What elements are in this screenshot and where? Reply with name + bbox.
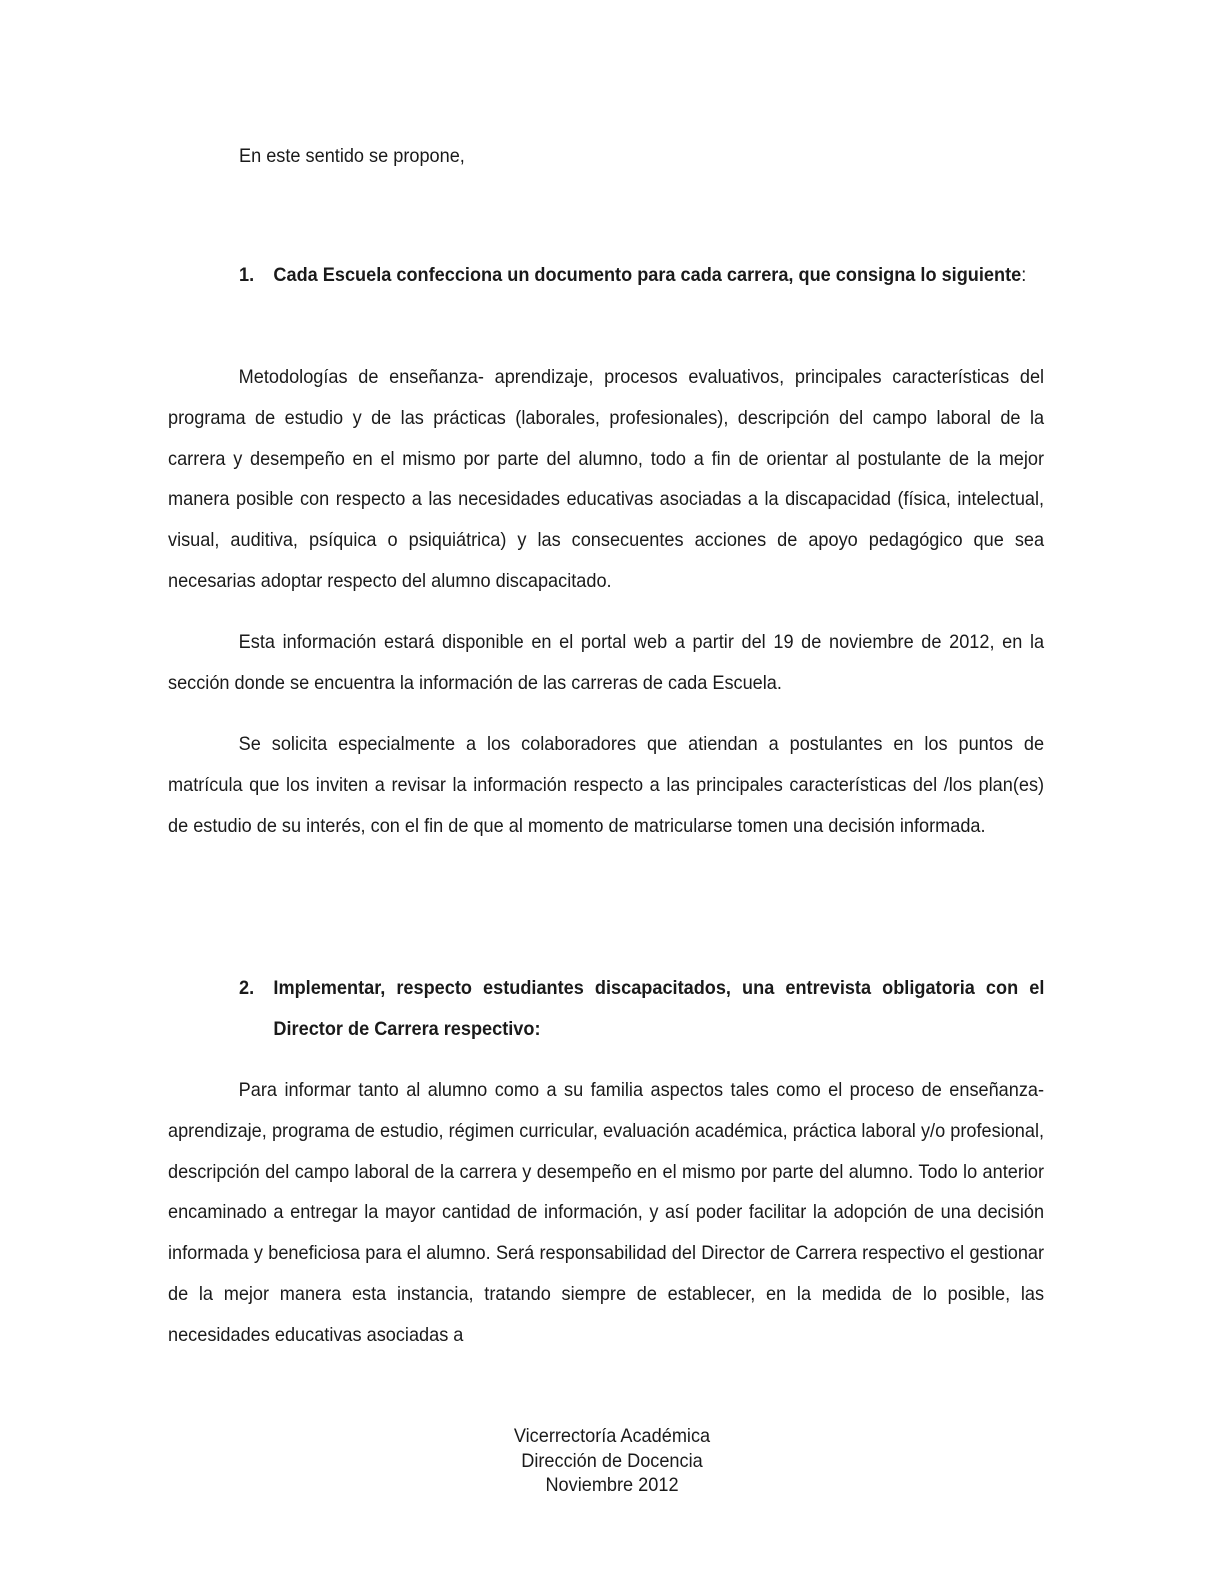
section-2-paragraph — [168, 1070, 1044, 1356]
section-1-paragraph-3-text: Se solicita especialmente a los colaboradores que atiendan a postulantes en los puntos de matrícula que los inviten a revisar la información respecto a las principales características del /los plan(es) de estudio de su interés, con el fin de que al momento de matricularse tomen una decisión informada. — [168, 733, 1045, 837]
section-2-heading-text: Implementar, respecto estudiantes discapacitados, una entrevista obligatoria con el Director de Carrera respectivo: — [273, 977, 1045, 1040]
section-2-number: 2. — [239, 977, 255, 999]
footer-line-3: Noviembre 2012 — [545, 1474, 679, 1496]
section-1-heading — [239, 255, 1044, 296]
section-1-paragraph-1-text: Metodologías de enseñanza- aprendizaje, procesos evaluativos, principales características del programa de estudio y de las prácticas (laborales, profesionales), descripción del campo laboral de la carrera y desempeño en el mismo por parte del alumno, todo a fin de orientar al postulante de la mejor manera posible con respecto a las necesidades educativas asociadas a la discapacidad (física, intelectual, visual, auditiva, psíquica o psiquiátrica) y las consecuentes acciones de apoyo pedagógico que sea necesarias adoptar respecto del alumno discapacitado. — [168, 366, 1045, 592]
section-1-paragraph-3 — [168, 724, 1044, 846]
section-1-number: 1. — [239, 264, 255, 286]
footer-line-1: Vicerrectoría Académica — [513, 1425, 711, 1447]
section-1-paragraph-1 — [168, 357, 1044, 602]
footer-line-2: Dirección de Docencia — [521, 1449, 703, 1472]
page-footer — [0, 1424, 1224, 1498]
section-1-heading-colon: : — [1021, 264, 1027, 286]
section-1-heading-text: Cada Escuela confecciona un documento para cada carrera, que consigna lo siguiente — [273, 264, 1022, 286]
section-2-heading — [239, 968, 1044, 1050]
intro-text: En este sentido se propone, — [239, 145, 465, 167]
section-1-paragraph-2 — [168, 622, 1044, 704]
section-1-paragraph-2-text: Esta información estará disponible en el portal web a partir del 19 de noviembre de 2012, en la sección donde se encuentra la información de las carreras de cada Escuela. — [168, 631, 1045, 694]
section-2-paragraph-text: Para informar tanto al alumno como a su familia aspectos tales como el proceso de enseñanza-aprendizaje, programa de estudio, régimen curricular, evaluación académica, práctica laboral y/o profesional, descripción del campo laboral de la carrera y desempeño en el mismo por parte del alumno. Todo lo anterior encaminado a entregar la mayor cantidad de información, y así poder facilitar la adopción de una decisión informada y beneficiosa para el alumno. Será responsabilidad del Director de Carrera respectivo el gestionar de la mejor manera esta instancia, tratando siempre de establecer, en la medida de lo posible, las necesidades educativas asociadas a — [168, 1079, 1045, 1346]
